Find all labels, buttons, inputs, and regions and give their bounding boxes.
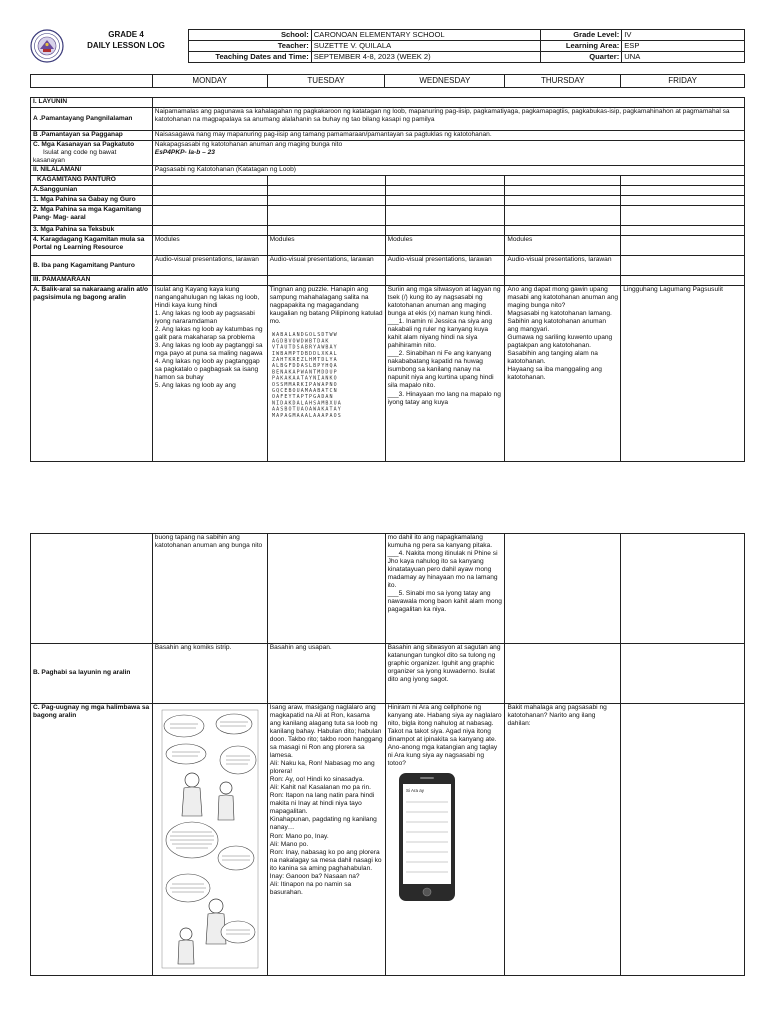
paghahabi-label: B. Paghabi sa layunin ng aralin	[31, 644, 153, 704]
teksbuk-label: 3. Mga Pahina sa Teksbuk	[31, 226, 153, 236]
modules-wednesday: Modules	[385, 236, 505, 256]
puzzle-row: AGDBVOWDWBTDAK	[271, 338, 330, 345]
monday-paghahabi: Basahin ang komiks istrip.	[152, 644, 267, 704]
balik-aral-label: A. Balik-aral sa nakaraang aralin at/o pagsisimula ng bagong aralin	[31, 286, 153, 462]
learning-area-label: Learning Area:	[541, 41, 622, 52]
kasanayan-text: Nakapagsasabi ng katotohanan anuman ang maging bunga nito	[154, 141, 343, 148]
puzzle-row: WABALANDGOLSDTWW	[271, 332, 338, 339]
thursday-pag-uugnay: Bakit mahalaga ang pagsasabi ng katotohanan? Narito ang ilang dahilan:	[505, 704, 621, 976]
pamamaraan-label: III. PAMAMARAAN	[31, 276, 153, 286]
dates-value: SEPTEMBER 4-8, 2023 (WEEK 2)	[311, 52, 541, 63]
grade-level-value: IV	[622, 30, 745, 41]
cellphone-graphic-organizer	[398, 772, 456, 902]
phone-label: Si Ara ay	[405, 788, 424, 794]
puzzle-row: ZAHTKREZLHMTDLYA	[271, 357, 338, 364]
puzzle-row: IWBAMPTDBDDLXKAL	[271, 351, 338, 358]
days-corner-cell	[31, 75, 153, 88]
pamantayan-pangnilalaman-text: Naipamamalas ang pagunawa sa kahalagahan ng pagkakaroon ng katatagan ng loob, mapanuring pag-iisip, pagkamatiyaga, pagkamapagtiis, pagkabukas-isip, pagkamahinahon at pagmamahal sa katotohanan na magpapalaya sa anumang alalahanin sa buhay ng tao bilang kasapi ng pamilya	[152, 108, 744, 131]
iba-pang-label: B. Iba pang Kagamitang Panturo	[31, 256, 153, 276]
puzzle-row: OAFEYTAPTPGADAN	[271, 394, 334, 401]
wednesday-paghahabi: Basahin ang sitwasyon at sagutan ang katanungan tungkol dito sa tulong ng graphic organizer. Iguhit ang graphic organizer sa iyong kuwaderno. Isulat dito ang iyong sagot.	[385, 644, 505, 704]
days-header-table	[30, 74, 745, 88]
kasanayan-text-cell	[152, 141, 744, 166]
puzzle-row: MAPAGMAAALAAAPAOS	[271, 413, 342, 420]
pamantayan-pagganap-label: B .Pamantayan sa Pagganap	[31, 131, 153, 141]
teacher-label: Teacher:	[189, 41, 312, 52]
day-tuesday: TUESDAY	[267, 75, 385, 88]
kagamitan-label: KAGAMITANG PANTURO	[31, 176, 153, 186]
karagdagang-label: 4. Karagdagang Kagamitan mula sa Portal ng Learning Resource	[31, 236, 153, 256]
wednesday-balik-aral: Suriin ang mga sitwasyon at lagyan ng tsek (/) kung ito ay nagsasabi ng katotohanan anuman ang maging bunga at ekis (x) naman kung hindi. ___1. Inamin ni Jessica na siya ang nakabali ng ruler ng kanyang kuya kahit alam niyang hindi na siya pahihiramin nito. ___2. Sinabihan ni Fe ang kanyang nakababatang kapatid na huwag isumbong sa kanilang nanay na napunit niya ang kurtina upang hindi sila mapalo nito. ___3. Hinayaan mo lang na mapalo ng iyong tatay ang kuya	[385, 286, 505, 462]
nilalaman-text: Pagsasabi ng Katotohanan (Katatagan ng Loob)	[152, 166, 744, 176]
tuesday-balik-aral-cell	[267, 286, 385, 462]
day-wednesday: WEDNESDAY	[385, 75, 505, 88]
wednesday-pag-uugnay: Hiniram ni Ara ang cellphone ng kanyang ate. Habang siya ay naglalaro nito, bigla itong nahulog at nabasag. Takot na takot siya. Agad niya itong dinampot at ipinakita sa kanyang ate. Ano-anong mga katangian ang taglay ni Ara kung siya ay nagsasabi ng totoo?	[387, 704, 502, 768]
pamantayan-pangnilalaman-label: A .Pamantayang Pangnilalaman	[31, 108, 153, 131]
header-info-table	[188, 29, 745, 63]
dates-label: Teaching Dates and Time:	[189, 52, 312, 63]
thursday-balik-aral: Ano ang dapat mong gawin upang masabi ang katotohanan anuman ang maging bunga nito? Magsasabi ng katotohanan lamang. Sabihin ang katotohanan anuman ang mangyari. Gumawa ng sariling kuwento upang pagtakpan ang katotohanan. Sasabihin ang tanging alam na katotohanan. Hayaang sa iba manggaling ang katotohanan.	[505, 286, 621, 462]
layunin-empty	[152, 98, 744, 108]
av-monday: Audio-visual presentations, larawan	[152, 256, 267, 276]
word-search-puzzle	[270, 328, 380, 420]
puzzle-row: BENAKAPWANTMDDUP	[271, 369, 338, 376]
tuesday-balik-aral: Tingnan ang puzzle. Hanapin ang sampung mahahalagang salita na nagpapakita ng magagandang kaugalian ng batang Pilipinong katulad mo.	[269, 286, 383, 326]
pamantayan-pagganap-text: Naisasagawa nang may mapanuring pag-iisip ang tamang pamamaraan/pamantayan sa pagtuklas ng katotohanan.	[152, 131, 744, 141]
kasanayan-cell	[31, 141, 153, 166]
nilalaman-label: II. NILALAMAN/	[31, 166, 153, 176]
day-friday: FRIDAY	[621, 75, 745, 88]
av-thursday: Audio-visual presentations, larawan	[505, 256, 621, 276]
learning-area-value: ESP	[622, 41, 745, 52]
wednesday-pag-uugnay-cell	[385, 704, 505, 976]
puzzle-row: NIDAKDALAHSAMBXUA	[271, 400, 342, 407]
day-monday: MONDAY	[152, 75, 267, 88]
school-value: CARONOAN ELEMENTARY SCHOOL	[311, 30, 541, 41]
puzzle-row: ALBGFDDASLBPYHQA	[271, 363, 338, 370]
sanggunian-label: A.Sanggunian	[31, 186, 153, 196]
monday-balik-aral-cont: buong tapang na sabihin ang katotohanan anuman ang bunga nito	[152, 534, 267, 644]
comic-strip-illustration	[156, 708, 264, 970]
tuesday-pag-uugnay: Isang araw, masigang naglalaro ang magkapatid na Ali at Ron, kasama ang kanilang alagang tuta sa loob ng kanilang bahay. Habulan dito; habulan doon. Takbo rito; takbo roon hanggang sa masagi ni Ron ang plorera sa lamesa. Ali: Naku ka, Ron! Nabasag mo ang plorera! Ron: Ay, oo! Hindi ko sinasadya. Ali: Kahit na! Kasalanan mo pa rin. Ron: Itapon na lang natin para hindi makita ni Inay at hindi niya tayo mapagalitan. Kinahapunan, pagdating ng kanilang nanay… Ron: Mano po, Inay. Ali: Mano po. Ron: Inay, nabasag ko po ang plorera na nakalagay sa mesa dahil nasagi ko ito kanina sa aming paghahabulan. Inay: Ganoon ba? Nasaan na? Ali: Itinapon na po namin sa basurahan.	[267, 704, 385, 976]
modules-tuesday: Modules	[267, 236, 385, 256]
kasanayan-sub: Isulat ang code ng bawat kasanayan	[33, 149, 117, 165]
av-tuesday: Audio-visual presentations, larawan	[267, 256, 385, 276]
grade-level-label: Grade Level:	[541, 30, 622, 41]
tuesday-paghahabi: Basahin ang usapan.	[267, 644, 385, 704]
av-wednesday: Audio-visual presentations, larawan	[385, 256, 505, 276]
kagamitang-pang-mag-aaral-label: 2. Mga Pahina sa mga Kagamitang Pang- Mag- aaral	[31, 206, 153, 226]
grade-title: GRADE 4	[108, 30, 144, 39]
teacher-value: SUZETTE V. QUILALA	[311, 41, 541, 52]
modules-thursday: Modules	[505, 236, 621, 256]
lesson-table-part-2	[30, 533, 745, 976]
pag-uugnay-label: C. Pag-uugnay ng mga halimbawa sa bagong aralin	[31, 704, 153, 976]
quarter-value: UNA	[622, 52, 745, 63]
lesson-table-part-1	[30, 97, 745, 462]
quarter-label: Quarter:	[541, 52, 622, 63]
puzzle-row: OSSMMARKIPAWAPNO	[271, 382, 338, 389]
deped-seal-logo	[30, 29, 64, 63]
day-thursday: THURSDAY	[505, 75, 621, 88]
puzzle-row: GQCEBOUAMAABATCN	[271, 388, 338, 395]
puzzle-row: VTAUTDSABRYAWBAY	[271, 344, 338, 351]
modules-monday: Modules	[152, 236, 267, 256]
monday-comic-cell	[152, 704, 267, 976]
puzzle-row: PAKAKAATAYNIANKO	[271, 375, 338, 382]
friday-balik-aral: Lingguhang Lagumang Pagsusulit	[621, 286, 745, 462]
kasanayan-label: C. Mga Kasanayan sa Pagkatuto	[33, 141, 135, 148]
gabay-label: 1. Mga Pahina sa Gabay ng Guro	[31, 196, 153, 206]
layunin-label: I. LAYUNIN	[31, 98, 153, 108]
monday-balik-aral: Isulat ang Kayang kaya kung nangangahulugan ng lakas ng loob, Hindi kaya kung hindi 1. Ang lakas ng loob ay pagsasabi iyong nararamdaman 2. Ang lakas ng loob ay katumbas ng galit para makaharap sa problema 3. Ang lakas ng loob ay pagtanggi sa mga payo at puna sa maling nagawa 4. Ang lakas ng loob ay pagtanggap sa pagkatalo o pagbagsak sa isang hamon sa buhay 5. Ang lakas ng loob ay ang	[152, 286, 267, 462]
school-label: School:	[189, 30, 312, 41]
log-title: DAILY LESSON LOG	[87, 41, 165, 50]
puzzle-row: AASBOTUAOAWAKATAY	[271, 406, 342, 413]
kasanayan-code: EsP4PKP- Ia-b – 23	[154, 149, 215, 157]
wednesday-balik-aral-cont: mo dahil ito ang napagkamalang kumuha ng pera sa kanyang pitaka. ___4. Nakita mong itinulak ni Phine si Jho kaya nahulog ito sa kanyang kinatatayuan pero dahil ayaw mong madamay ay hinayaan mo na lamang ito. ___5. Sinabi mo sa iyong tatay ang nawawala mong baon kahit alam mong pagagalitan ka niya.	[385, 534, 505, 644]
